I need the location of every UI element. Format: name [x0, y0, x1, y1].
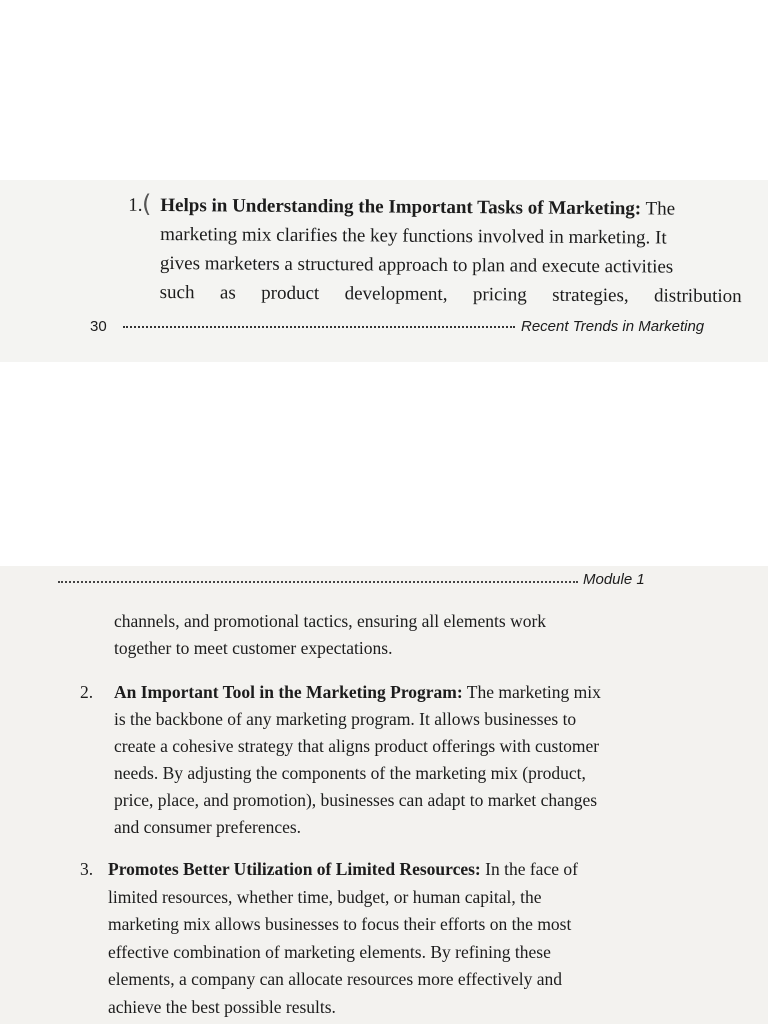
page-header: [58, 571, 698, 591]
continuation-paragraph: [114, 608, 662, 662]
page-number: 30: [90, 318, 107, 335]
item-3-paragraph: [80, 856, 662, 1021]
item-3-line-1: limited resources, whether time, budget, or human capital, the: [108, 886, 542, 907]
dotted-leader: [58, 581, 578, 583]
item-2-line-1: is the backbone of any marketing program. It allows businesses to: [114, 709, 577, 729]
item-2-line-5: and consumer preferences.: [114, 817, 302, 837]
module-title: Module 1: [583, 571, 645, 588]
item-1-line-1: marketing mix clarifies the key functions involved in marketing. It: [160, 223, 667, 249]
item-2-line-2: create a cohesive strategy that aligns product offerings with customer: [114, 736, 600, 756]
dotted-leader: [123, 326, 515, 328]
item-1-line-2: gives marketers a structured approach to plan and execute activities: [159, 252, 674, 278]
item-3-line-0: In the face of: [485, 859, 578, 879]
item-2-line-0: The marketing mix: [466, 682, 601, 702]
item-3-line-5: achieve the best possible results.: [108, 996, 336, 1017]
item-3-line-3: effective combination of marketing elements. By refining these: [108, 941, 551, 962]
item-2-line-4: price, place, and promotion), businesses can adapt to market changes: [114, 790, 598, 810]
item-3-number: 3.: [80, 859, 94, 879]
pen-bracket-mark: (: [142, 190, 152, 218]
item-2-number: 2.: [80, 682, 94, 702]
item-1-line-0: The: [645, 198, 676, 220]
item-3-line-4: elements, a company can allocate resources more effectively and: [108, 969, 562, 989]
continuation-line-1: together to meet customer expectations.: [114, 638, 393, 658]
item-1-number: 1.: [128, 194, 143, 216]
item-2-paragraph: [80, 679, 662, 841]
item-1-heading: Helps in Understanding the Important Tasks of Marketing:: [160, 194, 642, 220]
continuation-line-0: channels, and promotional tactics, ensuring all elements work: [114, 611, 547, 631]
item-1-paragraph: [128, 191, 743, 311]
item-2-line-3: needs. By adjusting the components of the marketing mix (product,: [114, 763, 586, 783]
page-footer: [90, 318, 755, 342]
item-1-line-3: such as product development, pricing strategies, distribution: [159, 281, 742, 308]
item-3-heading: Promotes Better Utilization of Limited Resources:: [108, 859, 481, 879]
item-3-line-2: marketing mix allows businesses to focus their efforts on the most: [108, 914, 572, 934]
running-title: Recent Trends in Marketing: [521, 318, 705, 335]
item-2-heading: An Important Tool in the Marketing Program:: [114, 682, 463, 702]
